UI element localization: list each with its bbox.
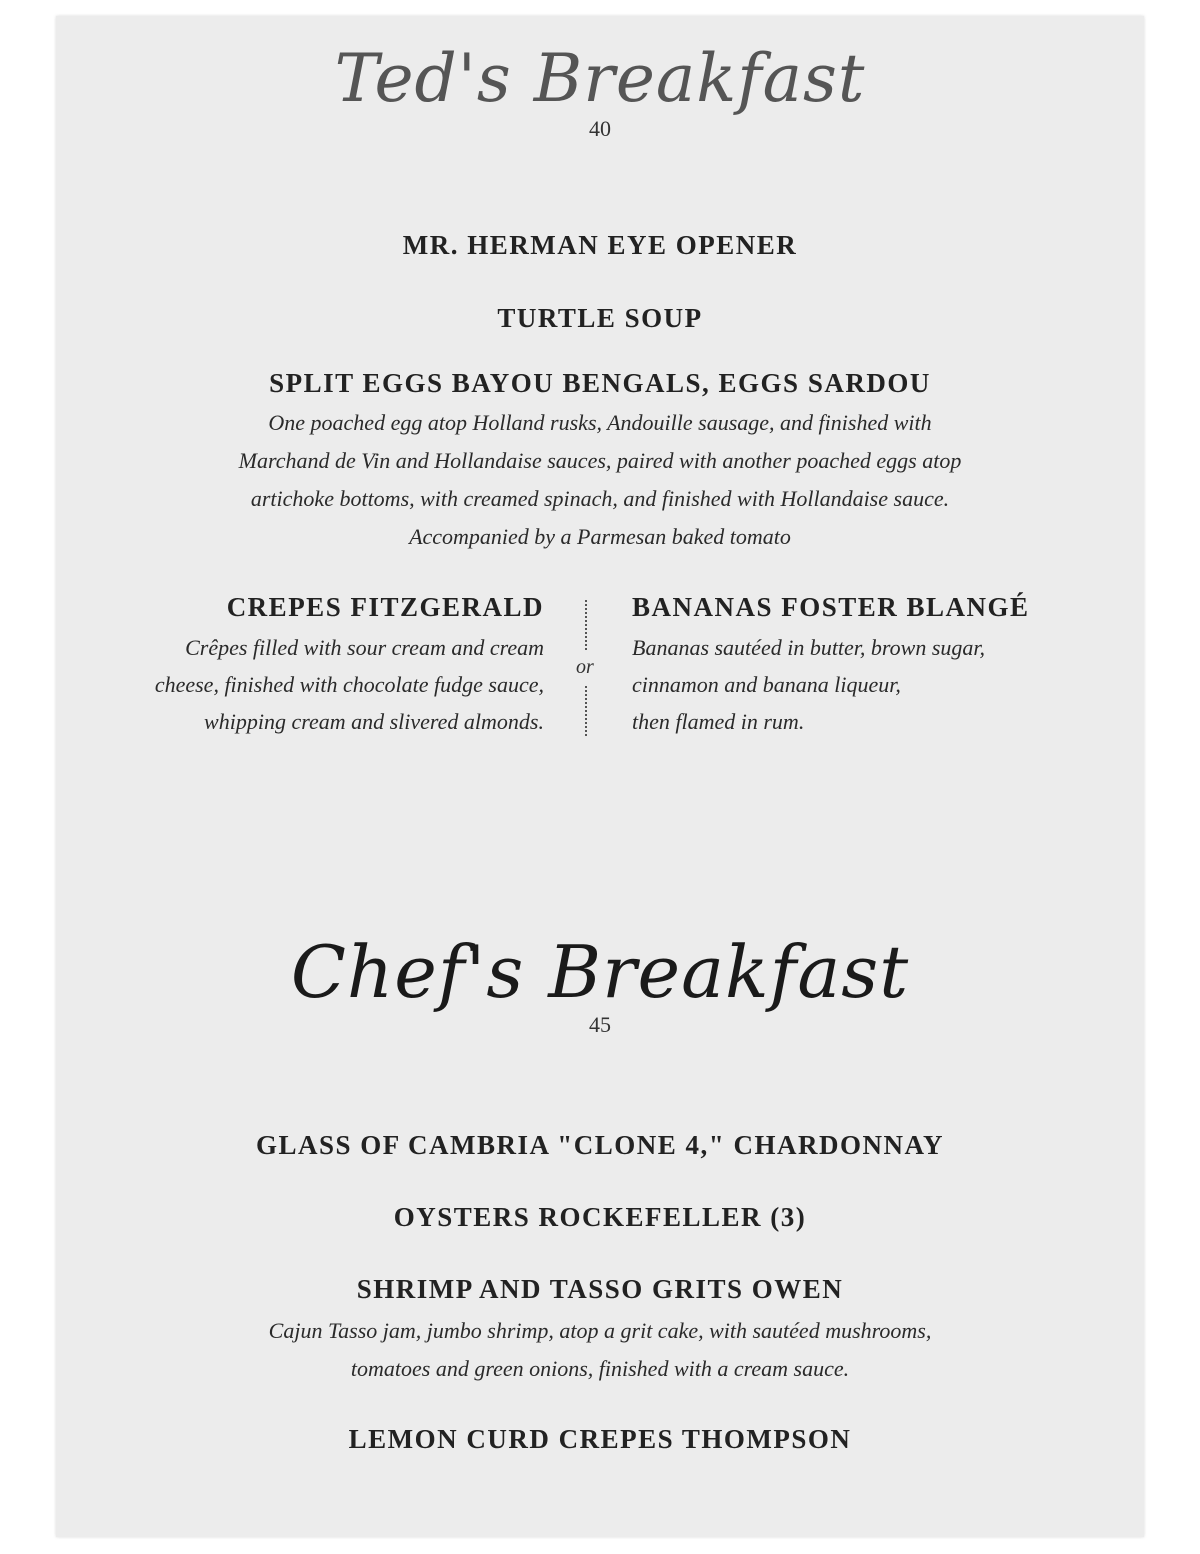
menu-item-title: SHRIMP AND TASSO GRITS OWEN	[356, 1274, 844, 1304]
description-line: cheese, finished with chocolate fudge sauce,	[154, 672, 544, 697]
choice-right	[632, 592, 1092, 740]
description-line: Crêpes filled with sour cream and cream	[185, 635, 544, 660]
choice-separator: or	[576, 656, 594, 678]
menu-item-title: OYSTERS ROCKEFELLER (3)	[393, 1202, 807, 1232]
chefs-breakfast-title: Chef's Breakfast	[290, 930, 910, 1014]
menu-item-description	[632, 629, 1092, 740]
chefs-breakfast-price: 45	[589, 1012, 611, 1037]
choice-left	[84, 592, 544, 740]
description-line: Marchand de Vin and Hollandaise sauces, paired with another poached eggs atop	[238, 448, 962, 473]
menu-item-title: MR. HERMAN EYE OPENER	[402, 230, 798, 260]
teds-breakfast-title: Ted's Breakfast	[334, 40, 866, 117]
description-line: cinnamon and banana liqueur,	[632, 672, 901, 697]
description-line: then flamed in rum.	[632, 709, 805, 734]
dotted-line	[585, 600, 587, 650]
dotted-line	[585, 686, 587, 736]
description-line: Bananas sautéed in butter, brown sugar,	[632, 635, 986, 660]
menu-item-title: GLASS OF CAMBRIA "CLONE 4," CHARDONNAY	[255, 1130, 945, 1160]
description-line: Cajun Tasso jam, jumbo shrimp, atop a grit cake, with sautéed mushrooms,	[268, 1318, 932, 1343]
menu-item-title: CREPES FITZGERALD	[226, 592, 544, 622]
description-line: tomatoes and green onions, finished with a cream sauce.	[350, 1356, 850, 1381]
chefs-breakfast-header	[56, 930, 1144, 1038]
menu-item-title: SPLIT EGGS BAYOU BENGALS, EGGS SARDOU	[269, 368, 931, 398]
teds-breakfast-price: 40	[589, 116, 611, 141]
menu-item-title: TURTLE SOUP	[497, 303, 703, 333]
menu-item-title: LEMON CURD CREPES THOMPSON	[348, 1424, 852, 1454]
choice-divider	[576, 600, 594, 736]
menu-item-title: BANANAS FOSTER BLANGÉ	[632, 592, 1030, 622]
description-line: One poached egg atop Holland rusks, Andouille sausage, and finished with	[268, 410, 932, 435]
teds-breakfast-header	[56, 40, 1144, 142]
menu-item-description	[84, 629, 544, 740]
menu-item-description	[56, 404, 1144, 556]
menu-item-description	[56, 1312, 1144, 1388]
description-line: Accompanied by a Parmesan baked tomato	[409, 524, 791, 549]
description-line: artichoke bottoms, with creamed spinach, and finished with Hollandaise sauce.	[250, 486, 950, 511]
description-line: whipping cream and slivered almonds.	[204, 709, 544, 734]
menu-page	[56, 16, 1144, 1537]
